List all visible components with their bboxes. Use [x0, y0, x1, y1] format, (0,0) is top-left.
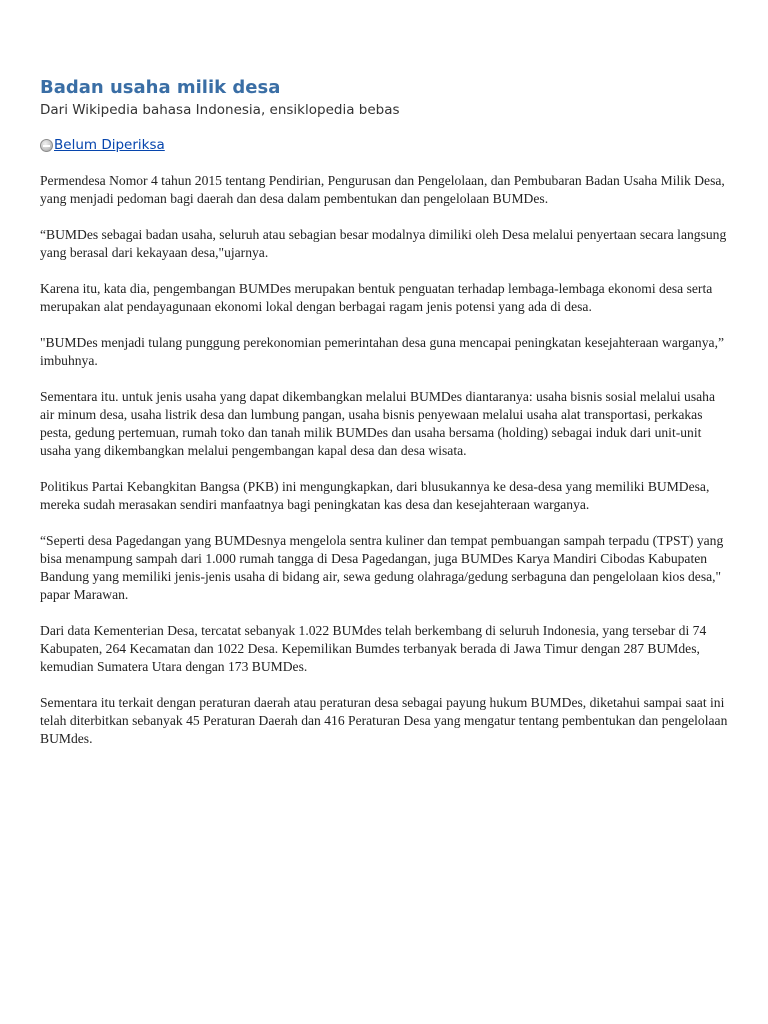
paragraph-5: Sementara itu. untuk jenis usaha yang dapat dikembangkan melalui BUMDes diantaranya: usaha bisnis sosial melalui usaha air minum desa, usaha listrik desa dan lumbung pangan, usaha bisnis penyewaan melalui usaha alat transportasi, perkakas pesta, gedung pertemuan, rumah toko dan tanah milik BUMDes dan usaha bersama (holding) sebagai induk dari unit-unit usaha yang dikembangkan melalui pengembangan kapal desa dan desa wisata. [40, 389, 715, 458]
paragraph-6: Politikus Partai Kebangkitan Bangsa (PKB) ini mengungkapkan, dari blusukannya ke desa-desa yang memiliki BUMDesa, mereka sudah merasakan sendiri manfaatnya bagi peningkatan kas desa dan kesejahteraan warganya. [40, 479, 710, 512]
paragraph-3: Karena itu, kata dia, pengembangan BUMDes merupakan bentuk penguatan terhadap lembaga-lembaga ekonomi desa serta merupakan alat pendayagunaan ekonomi lokal dengan berbagai ragam jenis potensi yang ada di desa. [40, 281, 713, 314]
review-status-link[interactable]: Belum Diperiksa [54, 137, 165, 153]
article-body [40, 172, 730, 748]
paragraph-1: Permendesa Nomor 4 tahun 2015 tentang Pendirian, Pengurusan dan Pengelolaan, dan Pembubaran Badan Usaha Milik Desa, yang menjadi pedoman bagi daerah dan desa dalam pembentukan dan pengelolaan BUMDes. [40, 173, 725, 206]
article-page [40, 76, 730, 766]
paragraph-7: “Seperti desa Pagedangan yang BUMDesnya mengelola sentra kuliner dan tempat pembuangan sampah terpadu (TPST) yang bisa menampung sampah dari 1.000 rumah tangga di Desa Pagedangan, juga BUMDes Karya Mandiri Cibodas Kabupaten Bandung yang memiliki jenis-jenis usaha di bidang air, sewa gedung olahraga/gedung serbaguna dan pengelolaan kios desa," papar Marawan. [40, 533, 724, 602]
paragraph-8: Dari data Kementerian Desa, tercatat sebanyak 1.022 BUMdes telah berkembang di seluruh Indonesia, yang tersebar di 74 Kabupaten, 264 Kecamatan dan 1022 Desa. Kepemilikan Bumdes terbanyak berada di Jawa Timur dengan 287 BUMdes, kemudian Sumatera Utara dengan 173 BUMDes. [40, 623, 707, 674]
paragraph-4: "BUMDes menjadi tulang punggung perekonomian pemerintahan desa guna mencapai peningkatan kesejahteraan warganya,” imbuhnya. [40, 335, 724, 368]
paragraph-9: Sementara itu terkait dengan peraturan daerah atau peraturan desa sebagai payung hukum BUMDes, diketahui sampai saat ini telah diterbitkan sebanyak 45 Peraturan Daerah dan 416 Peraturan Desa yang mengatur tentang pembentukan dan pengelolaan BUMdes. [40, 695, 728, 746]
page-title: Badan usaha milik desa [40, 77, 281, 98]
review-status [40, 134, 730, 156]
page-subtitle: Dari Wikipedia bahasa Indonesia, ensiklopedia bebas [40, 102, 400, 118]
unreviewed-circle-icon [40, 139, 53, 152]
paragraph-2: “BUMDes sebagai badan usaha, seluruh atau sebagian besar modalnya dimiliki oleh Desa melalui penyertaan secara langsung yang berasal dari kekayaan desa,"ujarnya. [40, 227, 727, 260]
